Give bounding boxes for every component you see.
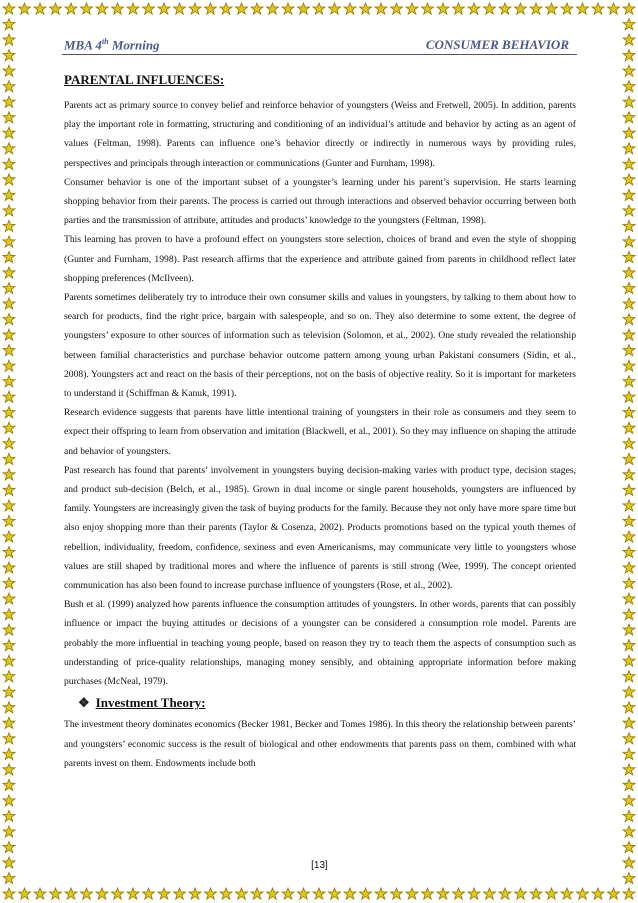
star-icon: [3, 624, 15, 635]
star-icon: [623, 826, 635, 837]
star-icon: [143, 3, 155, 14]
star-icon: [205, 3, 217, 14]
star-icon: [623, 562, 635, 573]
star-icon: [3, 345, 15, 356]
star-icon: [3, 857, 15, 868]
star-icon: [561, 3, 573, 14]
star-icon: [3, 577, 15, 588]
star-icon: [3, 158, 15, 169]
paragraph: Research evidence suggests that parents have little intentional training of youngsters in their role as consumers and they seem to expect their offspring to learn from observation and imitation (Blackwell, et al., 2001). So they may influence on shaping the attitude and behavior of youngsters.: [64, 407, 576, 457]
star-icon: [577, 888, 589, 899]
paragraph: Consumer behavior is one of the important subset of a youngster’s learning under his parent’s supervision. He starts learning shopping behavior from their parents. The process is carried out through interactions and observed behavior occurring between both parties and the transmission of attribute, attitudes and products’ knowledge to the youngsters (Feltman, 1998).: [64, 176, 576, 227]
paragraph: Parents act as primary source to convey belief and reinforce behavior of youngsters (Weiss and Fretwell, 2005). In addition, parents play the important role in formatting, structuring and conditioning of an individual’s attitude and behavior by acting as an agent of values (Feltman, 1998). Parents can influence one’s behavior directly or indirectly in numerous ways by providing rules, perspectives and principals through interaction or communications (Gunter and Furnham, 1998).: [64, 100, 576, 169]
star-icon: [127, 3, 139, 14]
star-icon: [623, 407, 635, 418]
star-icon: [623, 733, 635, 744]
star-icon: [422, 3, 434, 14]
star-icon: [3, 779, 15, 790]
star-icon: [623, 143, 635, 154]
star-icon: [546, 3, 558, 14]
star-icon: [50, 888, 62, 899]
star-icon: [3, 298, 15, 309]
star-icon: [329, 888, 341, 899]
paragraph: The investment theory dominates economics (Becker 1981, Becker and Tomes 1986). In this theory the relationship between parents’ and youngsters’ economic success is the result of biological and other endowments that parents pass on them, combined with what parents invest on them. Endowments include both: [64, 719, 577, 769]
star-icon: [3, 671, 15, 682]
star-icon: [112, 888, 124, 899]
star-icon: [623, 671, 635, 682]
star-icon: [623, 810, 635, 821]
star-icon: [3, 593, 15, 604]
star-icon: [65, 888, 77, 899]
star-icon: [236, 3, 248, 14]
star-icon: [592, 3, 604, 14]
star-icon: [344, 888, 356, 899]
star-icon: [608, 3, 620, 14]
star-icon: [3, 3, 15, 14]
star-icon: [623, 702, 635, 713]
star-icon: [623, 655, 635, 666]
star-icon: [623, 795, 635, 806]
star-icon: [3, 888, 15, 899]
star-icon: [313, 888, 325, 899]
star-icon: [3, 733, 15, 744]
star-icon: [3, 251, 15, 262]
star-icon: [19, 888, 31, 899]
document-page: [62, 32, 577, 877]
star-icon: [468, 3, 480, 14]
star-icon: [468, 888, 480, 899]
star-icon: [623, 376, 635, 387]
star-icon: [3, 810, 15, 821]
star-icon: [623, 500, 635, 511]
star-icon: [3, 841, 15, 852]
star-icon: [3, 236, 15, 247]
star-icon: [592, 888, 604, 899]
star-icon: [623, 888, 635, 899]
star-icon: [3, 376, 15, 387]
header-subject: CONSUMER BEHAVIOR: [425, 37, 569, 52]
star-icon: [623, 282, 635, 293]
star-icon: [344, 3, 356, 14]
star-icon: [623, 329, 635, 340]
star-icon: [3, 531, 15, 542]
star-icon: [3, 143, 15, 154]
star-icon: [623, 484, 635, 495]
star-icon: [3, 484, 15, 495]
star-icon: [623, 872, 635, 883]
star-icon: [484, 888, 496, 899]
star-icon: [623, 298, 635, 309]
star-icon: [3, 826, 15, 837]
star-icon: [3, 515, 15, 526]
star-icon: [3, 329, 15, 340]
star-icon: [623, 220, 635, 231]
star-icon: [623, 764, 635, 775]
star-icon: [3, 872, 15, 883]
star-icon: [19, 3, 31, 14]
star-icon: [623, 469, 635, 480]
star-icon: [623, 189, 635, 200]
star-icon: [3, 438, 15, 449]
paragraph: This learning has proven to have a profound effect on youngsters store selection, choices of brand and even the style of shopping (Gunter and Furnham, 1998). Past research affirms that the experience and attribute gained from parents in childhood reflect later shopping preferences (McIlveen).: [64, 234, 576, 284]
star-icon: [3, 655, 15, 666]
paragraph: Parents sometimes deliberately try to introduce their own consumer skills and values in youngsters, by talking to them about how to search for products, find the right price, bargain with salespeople, and so on. They also determine to some extent, the degree of youngsters’ exposure to other sources of information such as television (Solomon, et al., 2002). One study revealed the relationship between familial characteristics and purchase behavior outcome pattern among young urban Pakistani consumers (Sidin, et al., 2008). Youngsters act and react on the basis of their perceptions, not on the basis of objective reality. So it is important for marketers to understand it (Schiffman & Kanuk, 1991).: [64, 292, 576, 400]
star-icon: [623, 422, 635, 433]
star-icon: [623, 112, 635, 123]
star-icon: [623, 158, 635, 169]
star-icon: [515, 3, 527, 14]
subheading-investment-theory: [64, 691, 576, 715]
star-icon: [3, 562, 15, 573]
star-icon: [499, 3, 511, 14]
star-icon: [623, 236, 635, 247]
star-icon: [267, 3, 279, 14]
star-icon: [623, 81, 635, 92]
star-icon: [623, 640, 635, 651]
star-icon: [50, 3, 62, 14]
star-icon: [499, 888, 511, 899]
star-icon: [623, 96, 635, 107]
star-icon: [298, 888, 310, 899]
subheading-text: Investment Theory:: [95, 695, 206, 711]
star-icon: [453, 888, 465, 899]
star-icon: [391, 888, 403, 899]
star-icon: [406, 888, 418, 899]
star-icon: [437, 888, 449, 899]
star-icon: [623, 624, 635, 635]
star-icon: [282, 888, 294, 899]
star-icon: [3, 640, 15, 651]
star-icon: [3, 764, 15, 775]
star-icon: [3, 748, 15, 759]
star-icon: [34, 3, 46, 14]
star-icon: [220, 888, 232, 899]
star-icon: [251, 3, 263, 14]
star-icon: [3, 34, 15, 45]
star-icon: [623, 748, 635, 759]
body-text: [64, 96, 576, 773]
star-icon: [96, 3, 108, 14]
star-icon: [298, 3, 310, 14]
star-icon: [158, 888, 170, 899]
star-icon: [3, 205, 15, 216]
star-icon: [3, 314, 15, 325]
star-icon: [3, 609, 15, 620]
star-icon: [561, 888, 573, 899]
star-icon: [158, 3, 170, 14]
star-icon: [3, 422, 15, 433]
star-icon: [3, 282, 15, 293]
star-icon: [205, 888, 217, 899]
star-icon: [3, 189, 15, 200]
star-icon: [546, 888, 558, 899]
star-icon: [623, 391, 635, 402]
star-icon: [143, 888, 155, 899]
star-icon: [65, 3, 77, 14]
star-icon: [623, 438, 635, 449]
star-icon: [267, 888, 279, 899]
star-icon: [3, 81, 15, 92]
header-course: MBA 4th Morning: [64, 37, 160, 53]
star-icon: [3, 795, 15, 806]
star-icon: [623, 515, 635, 526]
star-icon: [3, 267, 15, 278]
star-icon: [251, 888, 263, 899]
star-icon: [3, 453, 15, 464]
star-icon: [623, 267, 635, 278]
star-icon: [623, 686, 635, 697]
star-icon: [3, 360, 15, 371]
diamond-bullet-icon: ❖: [78, 695, 90, 711]
star-icon: [360, 3, 372, 14]
star-icon: [623, 251, 635, 262]
star-icon: [406, 3, 418, 14]
star-icon: [3, 500, 15, 511]
page-number: [13]: [311, 860, 328, 871]
star-icon: [3, 112, 15, 123]
star-icon: [515, 888, 527, 899]
star-icon: [3, 407, 15, 418]
star-icon: [112, 3, 124, 14]
star-icon: [189, 3, 201, 14]
paragraph: Bush et al. (1999) analyzed how parents influence the consumption attitudes of youngsters. In other words, parents that can possibly influence or impact the buying attitudes or decisions of a youngster can be considered a consumption role model. Parents are probably the more influential in teaching young people, based on reason they try to teach them the aspects of consumption such as understanding of price-quality relationships, managing money sensibly, and obtaining appropriate information before making purchases (McNeal, 1979).: [64, 599, 576, 688]
star-icon: [360, 888, 372, 899]
star-icon: [623, 857, 635, 868]
star-icon: [96, 888, 108, 899]
star-icon: [3, 174, 15, 185]
star-icon: [34, 888, 46, 899]
star-icon: [3, 686, 15, 697]
star-icon: [313, 3, 325, 14]
star-icon: [623, 360, 635, 371]
star-icon: [623, 345, 635, 356]
star-icon: [623, 19, 635, 30]
star-icon: [623, 717, 635, 728]
star-icon: [3, 96, 15, 107]
star-icon: [623, 174, 635, 185]
section-title: PARENTAL INFLUENCES:: [64, 72, 225, 87]
star-icon: [623, 34, 635, 45]
star-icon: [174, 888, 186, 899]
star-icon: [623, 779, 635, 790]
star-icon: [530, 888, 542, 899]
star-icon: [375, 3, 387, 14]
star-icon: [3, 702, 15, 713]
star-icon: [391, 3, 403, 14]
star-icon: [3, 50, 15, 61]
star-icon: [282, 3, 294, 14]
star-icon: [3, 127, 15, 138]
star-icon: [3, 717, 15, 728]
star-icon: [174, 3, 186, 14]
star-icon: [81, 888, 93, 899]
paragraph: Past research has found that parents’ involvement in youngsters buying decision-making varies with product type, decision stages, and product sub-decision (Belch, et al., 1985). Grown in dual income or single parent households, youngsters are influenced by family. Youngsters are increasingly given the task of buying products for the family. Because they not only have more spare time but also enjoy shopping more than their parents (Taylor & Cosenza, 2002). Products promotions based on the typical youth themes of rebellion, individuality, freedom, confidence, sexiness and even Americanisms, may communicate very little to youngsters whose values are still shaped by traditional mores and where the influence of parents is still strong (Wee, 1999). The concept oriented communication has also been found to increase purchase influence of youngsters (Rose, et al., 2002).: [64, 464, 576, 592]
star-icon: [220, 3, 232, 14]
star-icon: [3, 220, 15, 231]
star-icon: [623, 453, 635, 464]
star-icon: [3, 469, 15, 480]
star-icon: [623, 65, 635, 76]
star-icon: [608, 888, 620, 899]
star-icon: [437, 3, 449, 14]
star-icon: [623, 593, 635, 604]
star-icon: [3, 65, 15, 76]
star-icon: [623, 577, 635, 588]
star-icon: [375, 888, 387, 899]
star-icon: [3, 546, 15, 557]
page-header: [62, 32, 577, 55]
star-icon: [623, 531, 635, 542]
star-icon: [329, 3, 341, 14]
star-icon: [484, 3, 496, 14]
star-icon: [81, 3, 93, 14]
star-icon: [3, 19, 15, 30]
star-icon: [530, 3, 542, 14]
star-icon: [577, 3, 589, 14]
star-icon: [623, 841, 635, 852]
star-icon: [3, 391, 15, 402]
star-icon: [623, 546, 635, 557]
star-icon: [236, 888, 248, 899]
star-icon: [189, 888, 201, 899]
star-icon: [623, 127, 635, 138]
star-icon: [623, 609, 635, 620]
star-icon: [623, 50, 635, 61]
star-icon: [623, 205, 635, 216]
star-icon: [422, 888, 434, 899]
star-icon: [623, 3, 635, 14]
star-icon: [127, 888, 139, 899]
star-icon: [453, 3, 465, 14]
star-icon: [623, 314, 635, 325]
